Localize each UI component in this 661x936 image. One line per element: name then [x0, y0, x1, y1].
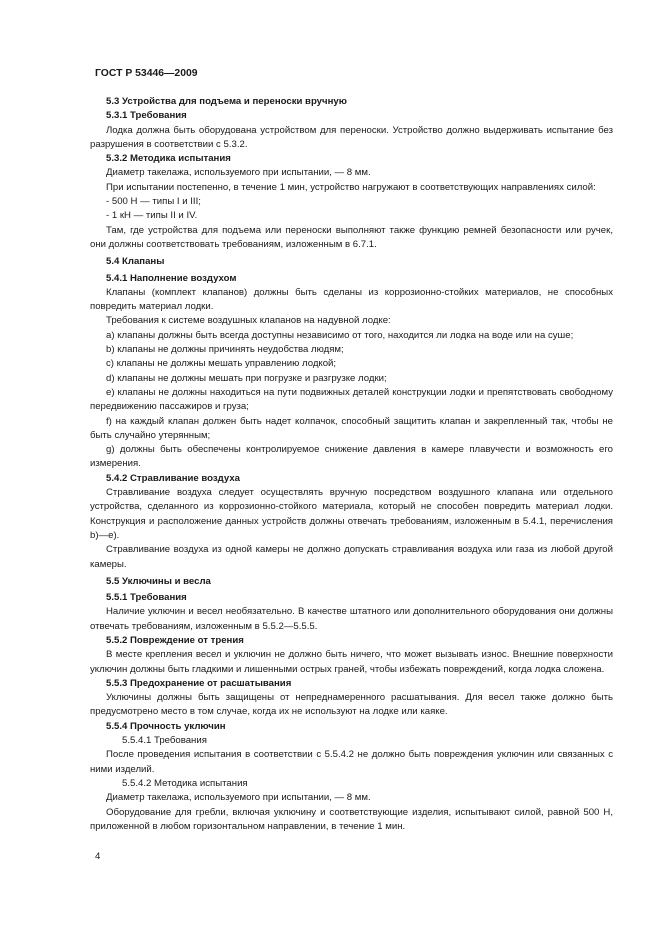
section-5-5-title: 5.5 Уключины и весла: [106, 575, 211, 587]
document-header: ГОСТ Р 53446—2009: [95, 68, 198, 79]
paragraph: Клапаны (комплект клапанов) должны быть сделаны из коррозионно-стойких материалов, не способных повредить материал лодки.: [90, 286, 613, 313]
list-item: - 1 кН — типы II и IV.: [106, 210, 198, 222]
paragraph: Наличие уключин и весел необязательно. В качестве штатного или дополнительного оборудования они должны отвечать требованиям, изложенным в 5.5.2—5.5.5.: [90, 606, 613, 632]
section-5-5-3-title: 5.5.3 Предохранение от расшатывания: [106, 677, 292, 689]
paragraph: В месте крепления весел и уключин не должно быть ничего, что может вызывать износ. Внешние поверхности уключин должны быть гладкими и лишенными острых граней, чтобы избежать повреждений, когда лодка сложена.: [90, 649, 613, 675]
paragraph: После проведения испытания в соответствии с 5.5.4.2 не должно быть повреждения уключин или связанных с ними изделий.: [90, 749, 613, 775]
section-5-4-title: 5.4 Клапаны: [106, 256, 165, 268]
section-5-5-2-title: 5.5.2 Повреждение от трения: [106, 634, 244, 646]
list-item: d) клапаны не должны мешать при погрузке и разгрузке лодки;: [106, 372, 387, 384]
paragraph: Стравливание воздуха следует осуществлять вручную посредством воздушного клапана или отдельного устройства, сделанного из коррозионно-стойкого материала, который не способен повредить материал лодки. Конструкция и расположение данных устройств должны отвечать требованиям, изложенным в 5.4.1, перечисления b)—е).: [90, 487, 613, 541]
paragraph: При испытании постепенно, в течение 1 мин, устройство нагружают в соответствующих направлениях силой:: [106, 181, 596, 193]
section-5-4-1-title: 5.4.1 Наполнение воздухом: [106, 272, 237, 284]
paragraph: Там, где устройства для подъема или переноски выполняют также функцию ремней безопасности или ручек, они должны соответствовать требованиям, изложенным в 6.7.1.: [90, 224, 613, 250]
section-5-3-title: 5.3 Устройства для подъема и переноски вручную: [106, 96, 347, 107]
paragraph: Лодка должна быть оборудована устройством для переноски. Устройство должно выдерживать испытание без разрушения в соответствии с 5.3.2.: [90, 124, 613, 150]
section-5-3-1-title: 5.3.1 Требования: [106, 110, 187, 122]
paragraph: Стравливание воздуха из одной камеры не должно допускать стравливания воздуха или газа из любой другой камеры.: [90, 544, 613, 570]
list-item: a) клапаны должны быть всегда доступны независимо от того, находится ли лодка на воде или на суше;: [106, 329, 574, 341]
section-5-5-1-title: 5.5.1 Требования: [106, 592, 187, 604]
page-number: 4: [95, 851, 101, 862]
section-5-3-2-title: 5.3.2 Методика испытания: [106, 153, 231, 165]
section-5-5-4-title: 5.5.4 Прочность уключин: [106, 720, 226, 732]
list-item: g) должны быть обеспечены контролируемое снижение давления в камере плавучести и возможность его измерения.: [90, 444, 613, 470]
page-content: [90, 95, 613, 834]
paragraph: Требования к системе воздушных клапанов на надувной лодке:: [106, 315, 391, 327]
list-item: - 500 Н — типы I и III;: [106, 196, 201, 208]
list-item: e) клапаны не должны находиться на пути подвижных деталей конструкции лодки и препятствовать свободному передвижению пассажиров и груза;: [90, 386, 613, 413]
list-item: b) клапаны не должны причинять неудобства людям;: [106, 344, 344, 356]
list-item: c) клапаны не должны мешать управлению лодкой;: [106, 358, 337, 370]
paragraph: Диаметр такелажа, используемого при испытании, — 8 мм.: [106, 167, 371, 179]
paragraph: Оборудование для гребли, включая уключину и соответствующие изделия, испытывают силой, равной 500 Н, приложенной в любом горизонтальном направлении, в течение 1 мин.: [90, 806, 613, 832]
section-5-4-2-title: 5.4.2 Стравливание воздуха: [106, 472, 240, 484]
section-5-5-4-2-title: 5.5.4.2 Методика испытания: [122, 777, 248, 789]
list-item: f) на каждый клапан должен быть надет колпачок, способный защитить клапан и закрепленный так, чтобы не быть случайно утерянным;: [90, 415, 613, 441]
paragraph: Уключины должны быть защищены от непреднамеренного расшатывания. Для весел также должно быть предусмотрено место в том случае, когда их не используют на лодке или каяке.: [90, 692, 613, 718]
section-5-5-4-1-title: 5.5.4.1 Требования: [122, 735, 207, 747]
paragraph: Диаметр такелажа, используемого при испытании, — 8 мм.: [106, 792, 371, 804]
